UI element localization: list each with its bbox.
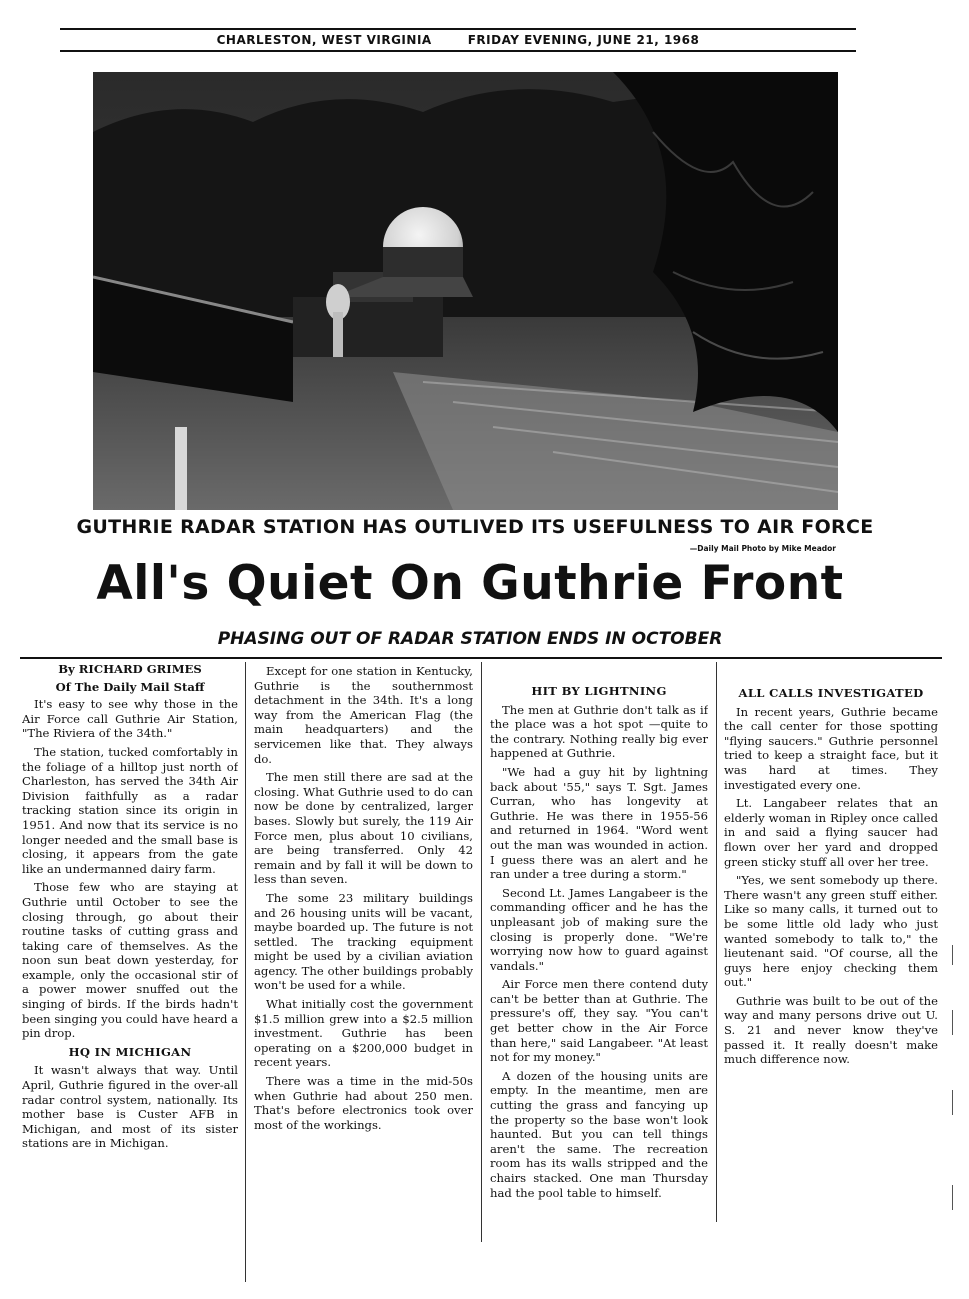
article-paragraph: The men still there are sad at the closing. What Guthrie used to do can now be done by centralized, larger bases. Slowly but surely, the 119 Air Force men, plus about 10 civilians, are being transferred. Only 42 remain and by fall it will be down to less than seven.	[254, 770, 473, 887]
margin-mark	[952, 945, 953, 965]
section-heading: ALL CALLS INVESTIGATED	[738, 686, 924, 700]
column-divider	[245, 662, 246, 1282]
dateline-place: CHARLESTON, WEST VIRGINIA	[216, 33, 432, 47]
subheadline: PHASING OUT OF RADAR STATION ENDS IN OCTOBER	[217, 629, 723, 649]
dateline	[60, 28, 856, 52]
article-paragraph: Except for one station in Kentucky, Guthrie is the southernmost detachment in the 34th. It's a long way from the American Flag (the main headquarters) and the servicemen like that. They always do.	[254, 664, 473, 766]
headline: All's Quiet On Guthrie Front	[96, 556, 844, 611]
article-paragraph: The some 23 military buildings and 26 housing units will be vacant, maybe boarded up. The future is not settled. The tracking equipment might be used by a civilian aviation agency. The other buildings probably won't be used for a while.	[254, 890, 473, 993]
article-paragraph: "We had a guy hit by lightning back about '55," says T. Sgt. James Curran, who has longevity at Guthrie. He was there in 1955-56 and returned in 1964. "Word went out the man was wounded in action. I guess there was an alert and he ran under a tree during a storm."	[490, 764, 708, 882]
column-divider	[716, 662, 717, 1222]
article-paragraph: Guthrie was built to be out of the way and many persons drive out U. S. 21 and never know they've passed it. It really doesn't make much difference now.	[724, 993, 938, 1067]
article-paragraph: The station, tucked comfortably in the foliage of a hilltop just north of Charleston, has served the 34th Air Division faithfully as a radar tracking station since its origin in 1951. And now that its service is no longer needed and the small base is closing, it appears from the gate like an undermanned dairy farm.	[22, 744, 238, 876]
article-paragraph: Second Lt. James Langabeer is the commanding officer and he has the unpleasant job of making sure the closing is properly done. "We're worrying now how to guard against vandals."	[490, 885, 708, 973]
section-heading: HQ IN MICHIGAN	[68, 1044, 192, 1059]
article-column-3	[490, 680, 708, 1220]
photo-credit: —Daily Mail Photo by Mike Meador	[689, 544, 836, 553]
dateline-date: FRIDAY EVENING, JUNE 21, 1968	[467, 33, 700, 47]
margin-mark	[952, 1185, 953, 1210]
article-paragraph: Air Force men there contend duty can't be better than at Guthrie. The pressure's off, they say. "You can't get better chow in the Air Force than here," said Langabeer. "At least not for my money."	[490, 977, 708, 1065]
article-paragraph: There was a time in the mid-50s when Guthrie had about 250 men. That's before electronics took over most of the workings.	[254, 1074, 473, 1132]
article-paragraph: Lt. Langabeer relates that an elderly woman in Ripley once called in and said a flying saucer had flown over her yard and dropped green sticky stuff all over her tree.	[724, 796, 938, 869]
column-divider	[481, 662, 482, 1242]
article-paragraph: The men at Guthrie don't talk as if the place was a hot spot —quite to the contrary. Nothing really big ever happened at Guthrie.	[490, 702, 708, 761]
radar-station-photo	[93, 72, 838, 510]
byline-staff: Of The Daily Mail Staff	[55, 679, 205, 694]
article-paragraph: In recent years, Guthrie became the call center for those spotting "flying saucers." Guthrie personnel tried to keep a straight face, but it was hard at times. They investigated every one.	[724, 704, 938, 792]
section-heading: HIT BY LIGHTNING	[531, 684, 667, 698]
article-paragraph: Those few who are staying at Guthrie until October to see the closing through, go about their routine tasks of cutting grass and taking care of themselves. As the noon sun beat down yesterday, for example, only the occasional stir of a power mower snuffed out the singing of birds. If the birds hadn't been singing you could have heard a pin drop.	[22, 880, 238, 1041]
article-paragraph: "Yes, we sent somebody up there. There wasn't any green stuff either. Like so many calls, it turned out to be some little old lady who just wanted somebody to talk to," the lieutenant said. "Of course, all the guys here enjoy checking them out."	[724, 873, 938, 990]
article-column-2	[254, 664, 473, 1244]
article-column-1	[22, 662, 238, 1282]
headline-rule	[20, 657, 942, 659]
article-paragraph: It wasn't always that way. Until April, Guthrie figured in the over-all radar control system, nationally. Its mother base is Custer AFB in Michigan, and most of its sister stations are in Michigan.	[22, 1063, 238, 1151]
margin-mark	[952, 1010, 953, 1035]
article-paragraph: It's easy to see why those in the Air Force call Guthrie Air Station, "The Riviera of the 34th."	[22, 697, 238, 741]
article-paragraph: A dozen of the housing units are empty. In the meantime, men are cutting the grass and fancying up the property so the base won't look haunted. But you can tell things aren't the same. The recreation room has its walls stripped and the chairs stacked. One man Thursday had the pool table to himself.	[490, 1068, 708, 1200]
article-column-4	[724, 682, 938, 1217]
margin-mark	[952, 1090, 953, 1115]
photo-caption: GUTHRIE RADAR STATION HAS OUTLIVED ITS USEFULNESS TO AIR FORCE	[76, 516, 874, 538]
article-paragraph: What initially cost the government $1.5 million grew into a $2.5 million investment. Guthrie has been operating on a $200,000 budget in recent years.	[254, 997, 473, 1070]
byline-name: By RICHARD GRIMES	[58, 662, 202, 676]
